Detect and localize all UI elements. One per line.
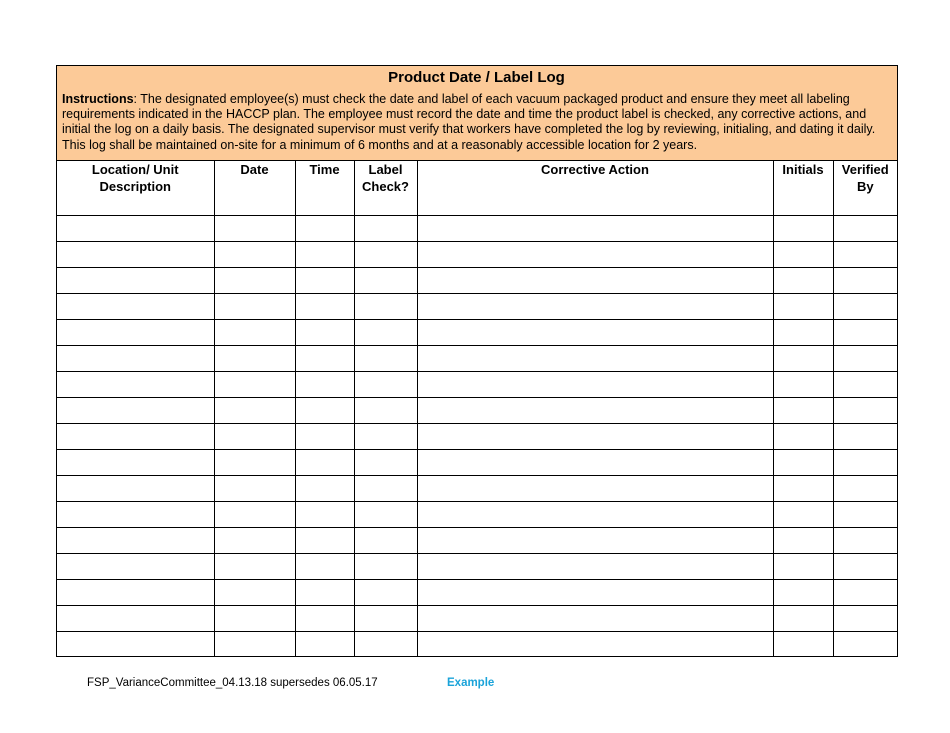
cell-date[interactable] <box>214 501 295 527</box>
cell-location[interactable] <box>57 631 214 657</box>
table-row <box>57 319 897 345</box>
cell-location[interactable] <box>57 397 214 423</box>
cell-date[interactable] <box>214 527 295 553</box>
cell-verified-by[interactable] <box>833 475 897 501</box>
cell-initials[interactable] <box>773 527 833 553</box>
log-table-body <box>57 215 897 657</box>
cell-verified-by[interactable] <box>833 605 897 631</box>
cell-location[interactable] <box>57 423 214 449</box>
cell-date[interactable] <box>214 397 295 423</box>
cell-date[interactable] <box>214 579 295 605</box>
cell-location[interactable] <box>57 371 214 397</box>
log-table <box>57 161 897 657</box>
table-header-row <box>57 161 897 215</box>
cell-initials[interactable] <box>773 579 833 605</box>
table-row <box>57 501 897 527</box>
table-row <box>57 423 897 449</box>
table-row <box>57 449 897 475</box>
cell-verified-by[interactable] <box>833 241 897 267</box>
cell-label-check[interactable] <box>354 241 417 267</box>
cell-time[interactable] <box>295 267 354 293</box>
cell-time[interactable] <box>295 501 354 527</box>
example-label: Example <box>447 677 495 689</box>
cell-corrective-action[interactable] <box>417 475 773 501</box>
cell-initials[interactable] <box>773 241 833 267</box>
cell-location[interactable] <box>57 241 214 267</box>
cell-date[interactable] <box>214 605 295 631</box>
instructions-block <box>62 92 891 153</box>
cell-initials[interactable] <box>773 553 833 579</box>
cell-label-check[interactable] <box>354 553 417 579</box>
column-header-label-check: Label Check? <box>354 161 417 215</box>
cell-date[interactable] <box>214 293 295 319</box>
column-header-verified-by: Verified By <box>833 161 897 215</box>
table-row <box>57 579 897 605</box>
form-title: Product Date / Label Log <box>388 69 565 86</box>
cell-location[interactable] <box>57 579 214 605</box>
cell-label-check[interactable] <box>354 475 417 501</box>
cell-date[interactable] <box>214 345 295 371</box>
cell-time[interactable] <box>295 631 354 657</box>
cell-corrective-action[interactable] <box>417 241 773 267</box>
cell-label-check[interactable] <box>354 423 417 449</box>
cell-location[interactable] <box>57 553 214 579</box>
cell-date[interactable] <box>214 449 295 475</box>
cell-verified-by[interactable] <box>833 215 897 241</box>
cell-time[interactable] <box>295 449 354 475</box>
table-row <box>57 215 897 241</box>
cell-time[interactable] <box>295 319 354 345</box>
cell-date[interactable] <box>214 215 295 241</box>
cell-corrective-action[interactable] <box>417 371 773 397</box>
table-row <box>57 241 897 267</box>
cell-corrective-action[interactable] <box>417 579 773 605</box>
cell-verified-by[interactable] <box>833 527 897 553</box>
cell-verified-by[interactable] <box>833 579 897 605</box>
table-row <box>57 605 897 631</box>
cell-corrective-action[interactable] <box>417 397 773 423</box>
cell-verified-by[interactable] <box>833 423 897 449</box>
cell-time[interactable] <box>295 475 354 501</box>
instructions-label: Instructions <box>62 92 134 106</box>
cell-corrective-action[interactable] <box>417 423 773 449</box>
cell-corrective-action[interactable] <box>417 501 773 527</box>
cell-corrective-action[interactable] <box>417 267 773 293</box>
cell-initials[interactable] <box>773 319 833 345</box>
cell-date[interactable] <box>214 475 295 501</box>
cell-initials[interactable] <box>773 215 833 241</box>
cell-verified-by[interactable] <box>833 397 897 423</box>
cell-corrective-action[interactable] <box>417 553 773 579</box>
cell-verified-by[interactable] <box>833 345 897 371</box>
cell-label-check[interactable] <box>354 371 417 397</box>
cell-label-check[interactable] <box>354 293 417 319</box>
cell-time[interactable] <box>295 345 354 371</box>
cell-verified-by[interactable] <box>833 553 897 579</box>
cell-label-check[interactable] <box>354 215 417 241</box>
cell-corrective-action[interactable] <box>417 293 773 319</box>
cell-date[interactable] <box>214 631 295 657</box>
cell-location[interactable] <box>57 267 214 293</box>
cell-initials[interactable] <box>773 267 833 293</box>
cell-corrective-action[interactable] <box>417 449 773 475</box>
table-row <box>57 371 897 397</box>
cell-time[interactable] <box>295 371 354 397</box>
cell-label-check[interactable] <box>354 527 417 553</box>
cell-date[interactable] <box>214 241 295 267</box>
cell-corrective-action[interactable] <box>417 605 773 631</box>
table-row <box>57 527 897 553</box>
cell-verified-by[interactable] <box>833 293 897 319</box>
table-row <box>57 397 897 423</box>
cell-corrective-action[interactable] <box>417 215 773 241</box>
cell-corrective-action[interactable] <box>417 319 773 345</box>
cell-time[interactable] <box>295 527 354 553</box>
cell-initials[interactable] <box>773 423 833 449</box>
cell-label-check[interactable] <box>354 345 417 371</box>
cell-label-check[interactable] <box>354 397 417 423</box>
cell-time[interactable] <box>295 605 354 631</box>
cell-initials[interactable] <box>773 605 833 631</box>
cell-label-check[interactable] <box>354 579 417 605</box>
cell-location[interactable] <box>57 345 214 371</box>
cell-verified-by[interactable] <box>833 449 897 475</box>
cell-corrective-action[interactable] <box>417 631 773 657</box>
column-header-time: Time <box>295 161 354 215</box>
cell-time[interactable] <box>295 293 354 319</box>
table-row <box>57 293 897 319</box>
cell-time[interactable] <box>295 397 354 423</box>
table-row <box>57 267 897 293</box>
cell-label-check[interactable] <box>354 319 417 345</box>
table-row <box>57 631 897 657</box>
column-header-initials: Initials <box>773 161 833 215</box>
cell-time[interactable] <box>295 215 354 241</box>
cell-date[interactable] <box>214 423 295 449</box>
cell-verified-by[interactable] <box>833 631 897 657</box>
cell-location[interactable] <box>57 215 214 241</box>
cell-initials[interactable] <box>773 501 833 527</box>
cell-date[interactable] <box>214 553 295 579</box>
cell-corrective-action[interactable] <box>417 527 773 553</box>
product-date-label-log-form <box>56 65 898 657</box>
cell-verified-by[interactable] <box>833 319 897 345</box>
cell-verified-by[interactable] <box>833 501 897 527</box>
cell-location[interactable] <box>57 605 214 631</box>
cell-initials[interactable] <box>773 631 833 657</box>
cell-date[interactable] <box>214 267 295 293</box>
cell-initials[interactable] <box>773 371 833 397</box>
cell-location[interactable] <box>57 319 214 345</box>
cell-time[interactable] <box>295 553 354 579</box>
cell-label-check[interactable] <box>354 631 417 657</box>
cell-label-check[interactable] <box>354 267 417 293</box>
table-row <box>57 345 897 371</box>
cell-verified-by[interactable] <box>833 267 897 293</box>
cell-time[interactable] <box>295 579 354 605</box>
cell-verified-by[interactable] <box>833 371 897 397</box>
form-header <box>57 66 897 161</box>
cell-location[interactable] <box>57 501 214 527</box>
cell-location[interactable] <box>57 449 214 475</box>
cell-time[interactable] <box>295 241 354 267</box>
cell-initials[interactable] <box>773 293 833 319</box>
instructions-text: : The designated employee(s) must check the date and label of each vacuum packaged product and ensure they meet all labeling requirements indicated in the HACCP plan. The employee must record the date and time the product label is checked, any corrective actions, and initial the log on a daily basis. The designated supervisor must verify that workers have completed the log by reviewing, initialing, and dating it daily. This log shall be maintained on-site for a minimum of 6 months and at a reasonably accessible location for 2 years. <box>62 92 876 152</box>
cell-initials[interactable] <box>773 449 833 475</box>
cell-initials[interactable] <box>773 345 833 371</box>
cell-date[interactable] <box>214 319 295 345</box>
cell-location[interactable] <box>57 293 214 319</box>
column-header-date: Date <box>214 161 295 215</box>
cell-location[interactable] <box>57 475 214 501</box>
table-row <box>57 475 897 501</box>
cell-initials[interactable] <box>773 475 833 501</box>
cell-initials[interactable] <box>773 397 833 423</box>
cell-date[interactable] <box>214 371 295 397</box>
cell-label-check[interactable] <box>354 449 417 475</box>
cell-location[interactable] <box>57 527 214 553</box>
column-header-location: Location/ Unit Description <box>57 161 214 215</box>
document-code: FSP_VarianceCommittee_04.13.18 supersedes 06.05.17 <box>87 677 378 689</box>
table-row <box>57 553 897 579</box>
cell-time[interactable] <box>295 423 354 449</box>
column-header-corrective-action: Corrective Action <box>417 161 773 215</box>
cell-label-check[interactable] <box>354 501 417 527</box>
cell-label-check[interactable] <box>354 605 417 631</box>
cell-corrective-action[interactable] <box>417 345 773 371</box>
